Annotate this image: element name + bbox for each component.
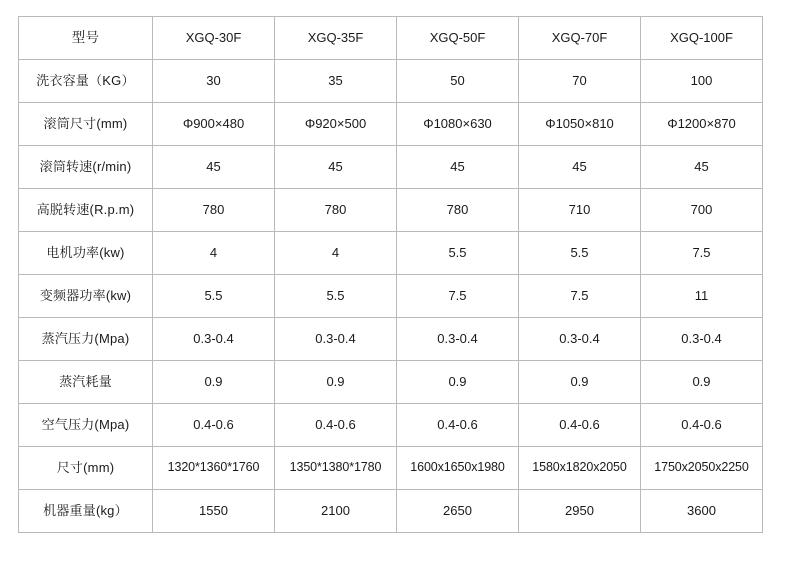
row-value: 0.3-0.4	[397, 318, 519, 361]
row-value: 2100	[275, 490, 397, 533]
header-model-1: XGQ-30F	[153, 17, 275, 60]
row-value: 780	[275, 189, 397, 232]
header-label-cell: 型号	[19, 17, 153, 60]
row-value: 2950	[519, 490, 641, 533]
row-value: 7.5	[397, 275, 519, 318]
table-row	[19, 447, 763, 490]
row-value: 0.4-0.6	[153, 404, 275, 447]
row-value: Φ900×480	[153, 103, 275, 146]
row-value: 45	[397, 146, 519, 189]
row-label: 滚筒尺寸(mm)	[19, 103, 153, 146]
row-label: 空气压力(Mpa)	[19, 404, 153, 447]
table-row	[19, 189, 763, 232]
row-value: 1320*1360*1760	[153, 447, 275, 490]
header-model-2: XGQ-35F	[275, 17, 397, 60]
table-row	[19, 361, 763, 404]
row-value: 1350*1380*1780	[275, 447, 397, 490]
row-value: Φ1200×870	[641, 103, 763, 146]
header-model-3: XGQ-50F	[397, 17, 519, 60]
row-value: 0.3-0.4	[641, 318, 763, 361]
row-value: 30	[153, 60, 275, 103]
table-row	[19, 404, 763, 447]
row-value: 45	[641, 146, 763, 189]
table-row	[19, 146, 763, 189]
row-value: 0.3-0.4	[519, 318, 641, 361]
row-value: 0.9	[641, 361, 763, 404]
header-model-5: XGQ-100F	[641, 17, 763, 60]
row-value: 35	[275, 60, 397, 103]
row-label: 蒸汽压力(Mpa)	[19, 318, 153, 361]
row-value: 1600x1650x1980	[397, 447, 519, 490]
row-label: 电机功率(kw)	[19, 232, 153, 275]
row-value: 100	[641, 60, 763, 103]
table-body	[19, 60, 763, 533]
row-label: 蒸汽耗量	[19, 361, 153, 404]
table-header-row	[19, 17, 763, 60]
row-value: 5.5	[519, 232, 641, 275]
row-value: Φ1080×630	[397, 103, 519, 146]
row-value: Φ1050×810	[519, 103, 641, 146]
row-value: 0.4-0.6	[275, 404, 397, 447]
row-value: 5.5	[275, 275, 397, 318]
specification-table	[18, 16, 763, 533]
row-value: 780	[153, 189, 275, 232]
row-label: 变频器功率(kw)	[19, 275, 153, 318]
row-label: 滚筒转速(r/min)	[19, 146, 153, 189]
row-label: 尺寸(mm)	[19, 447, 153, 490]
row-value: 0.4-0.6	[641, 404, 763, 447]
row-label: 高脱转速(R.p.m)	[19, 189, 153, 232]
row-value: 0.4-0.6	[519, 404, 641, 447]
row-value: 0.3-0.4	[275, 318, 397, 361]
table-row	[19, 103, 763, 146]
row-value: 710	[519, 189, 641, 232]
row-label: 机器重量(kg）	[19, 490, 153, 533]
table-row	[19, 318, 763, 361]
row-value: 0.9	[275, 361, 397, 404]
row-value: 0.3-0.4	[153, 318, 275, 361]
row-value: 4	[275, 232, 397, 275]
table-row	[19, 275, 763, 318]
table-row	[19, 232, 763, 275]
row-value: 0.9	[519, 361, 641, 404]
row-value: 700	[641, 189, 763, 232]
table-row	[19, 490, 763, 533]
row-value: 7.5	[641, 232, 763, 275]
row-value: 3600	[641, 490, 763, 533]
row-value: 45	[519, 146, 641, 189]
row-value: 45	[275, 146, 397, 189]
row-value: 1750x2050x2250	[641, 447, 763, 490]
row-value: 7.5	[519, 275, 641, 318]
row-label: 洗衣容量（KG）	[19, 60, 153, 103]
table-row	[19, 60, 763, 103]
row-value: 1550	[153, 490, 275, 533]
row-value: 50	[397, 60, 519, 103]
table-header	[19, 17, 763, 60]
row-value: 2650	[397, 490, 519, 533]
row-value: 0.9	[397, 361, 519, 404]
row-value: 5.5	[397, 232, 519, 275]
header-model-4: XGQ-70F	[519, 17, 641, 60]
row-value: 1580x1820x2050	[519, 447, 641, 490]
row-value: Φ920×500	[275, 103, 397, 146]
row-value: 780	[397, 189, 519, 232]
row-value: 11	[641, 275, 763, 318]
row-value: 45	[153, 146, 275, 189]
row-value: 0.4-0.6	[397, 404, 519, 447]
row-value: 70	[519, 60, 641, 103]
row-value: 0.9	[153, 361, 275, 404]
row-value: 5.5	[153, 275, 275, 318]
row-value: 4	[153, 232, 275, 275]
